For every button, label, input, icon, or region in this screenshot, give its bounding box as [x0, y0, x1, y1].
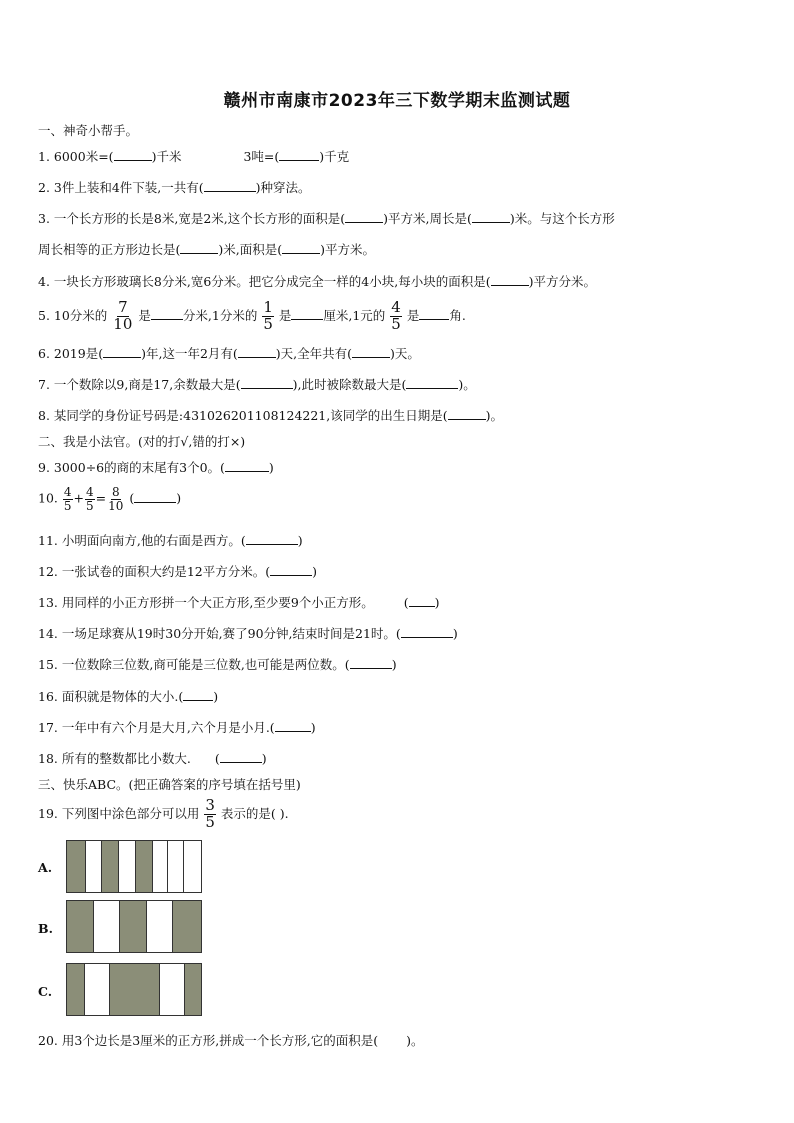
answer-blank[interactable]	[238, 345, 276, 358]
question-15: 15. 一位数除三位数,商可能是三位数,也可能是两位数。( )	[38, 657, 397, 672]
fraction: $\frac{4}{5}$	[391, 298, 401, 333]
option-b-figure[interactable]	[66, 900, 202, 953]
option-a-label[interactable]: A.	[38, 860, 53, 875]
answer-blank[interactable]	[291, 307, 323, 320]
answer-blank[interactable]	[275, 719, 311, 732]
answer-blank[interactable]	[352, 345, 390, 358]
section-3-heading: 三、快乐ABC。(把正确答案的序号填在括号里)	[38, 777, 301, 792]
answer-blank[interactable]	[282, 241, 320, 254]
answer-blank[interactable]	[103, 345, 141, 358]
question-9: 9. 3000÷6的商的末尾有3个0。( )	[38, 460, 274, 475]
answer-blank[interactable]	[406, 376, 458, 389]
question-8: 8. 某同学的身份证号码是:431026201108124221,该同学的出生日期是( )。	[38, 408, 504, 423]
answer-blank[interactable]	[472, 210, 510, 223]
fraction: $\frac{1}{5}$	[263, 298, 273, 333]
option-c-label[interactable]: C.	[38, 984, 53, 999]
fraction: $\frac{7}{10}$	[113, 298, 133, 333]
question-5: 5. 10分米的 $\frac{7}{10}$ 是 分米,1分米的 $\frac{1}{5}$ 是 厘米,1元的 $\frac{4}{5}$ 是 角.	[38, 298, 466, 333]
answer-blank[interactable]	[220, 750, 262, 763]
question-6: 6. 2019是( )年,这一年2月有( )天,全年共有( )天。	[38, 346, 420, 361]
option-c-figure[interactable]	[66, 963, 202, 1016]
fraction: $\frac{4}{5}$	[63, 485, 72, 513]
option-b-label[interactable]: B.	[38, 921, 53, 936]
section-2-heading: 二、我是小法官。(对的打√,错的打×)	[38, 434, 246, 449]
answer-blank[interactable]	[114, 148, 152, 161]
answer-blank[interactable]	[491, 273, 529, 286]
answer-blank[interactable]	[448, 407, 486, 420]
answer-blank[interactable]	[345, 210, 383, 223]
answer-blank[interactable]	[409, 594, 435, 607]
question-2: 2. 3件上装和4件下装,一共有( )种穿法。	[38, 180, 311, 195]
question-4: 4. 一块长方形玻璃长8分米,宽6分米。把它分成完全一样的4小块,每小块的面积是( )平方分米。	[38, 274, 596, 289]
question-20: 20. 用3个边长是3厘米的正方形,拼成一个长方形,它的面积是( )。	[38, 1033, 424, 1048]
question-7: 7. 一个数除以9,商是17,余数最大是( ),此时被除数最大是( )。	[38, 377, 476, 392]
answer-blank[interactable]	[350, 656, 392, 669]
answer-blank[interactable]	[270, 563, 312, 576]
option-a-figure[interactable]	[66, 840, 202, 893]
question-14: 14. 一场足球赛从19时30分开始,赛了90分钟,结束时间是21时。( )	[38, 626, 458, 641]
answer-blank[interactable]	[180, 241, 218, 254]
question-11: 11. 小明面向南方,他的右面是西方。( )	[38, 533, 303, 548]
question-3-line-2: 周长相等的正方形边长是( )米,面积是( )平方米。	[38, 242, 376, 257]
answer-blank[interactable]	[241, 376, 293, 389]
fraction: $\frac{8}{10}$	[108, 485, 124, 513]
question-10: 10. $\frac{4}{5}$ + $\frac{4}{5}$ = $\frac{8}{10}$ ( )	[38, 485, 182, 513]
question-16: 16. 面积就是物体的大小.( )	[38, 689, 219, 704]
answer-blank[interactable]	[183, 688, 213, 701]
answer-blank[interactable]	[419, 307, 449, 320]
question-13: 13. 用同样的小正方形拼一个大正方形,至少要9个小正方形。 ( )	[38, 595, 440, 610]
answer-blank[interactable]	[204, 179, 256, 192]
answer-blank[interactable]	[246, 532, 298, 545]
question-19: 19. 下列图中涂色部分可以用 $\frac{3}{5}$ 表示的是( ).	[38, 796, 289, 831]
answer-blank[interactable]	[401, 625, 453, 638]
section-1-heading: 一、神奇小帮手。	[38, 123, 139, 138]
question-1: 1. 6000米=( )千米 3吨=( )千克	[38, 149, 350, 164]
answer-blank[interactable]	[151, 307, 183, 320]
question-18: 18. 所有的整数都比小数大. ( )	[38, 751, 267, 766]
fraction: $\frac{3}{5}$	[205, 796, 215, 831]
answer-blank[interactable]	[279, 148, 319, 161]
question-17: 17. 一年中有六个月是大月,六个月是小月.( )	[38, 720, 316, 735]
fraction: $\frac{4}{5}$	[86, 485, 94, 513]
answer-blank[interactable]	[225, 459, 269, 472]
answer-blank[interactable]	[134, 490, 176, 503]
question-3-line-1: 3. 一个长方形的长是8米,宽是2米,这个长方形的面积是( )平方米,周长是( )米。与这个长方形	[38, 211, 615, 226]
page-title: 赣州市南康市2023年三下数学期末监测试题	[223, 91, 571, 111]
question-12: 12. 一张试卷的面积大约是12平方分米。( )	[38, 564, 318, 579]
